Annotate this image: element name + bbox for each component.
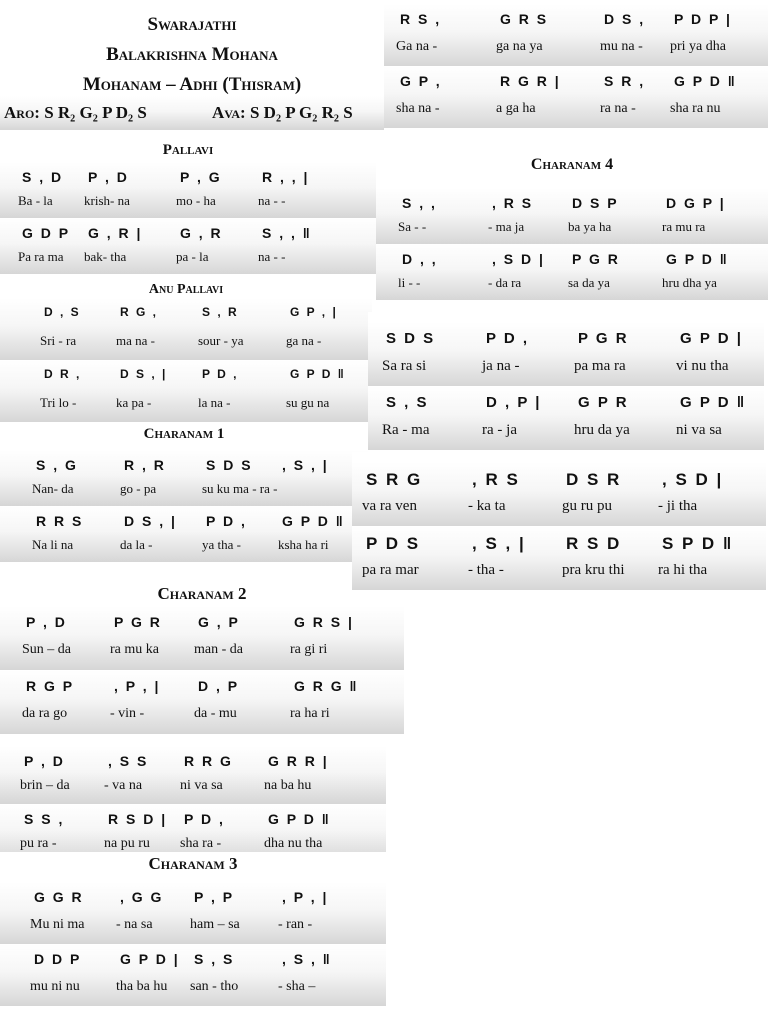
lyric-syllables: Sa - - (398, 219, 427, 234)
lyric-syllables: - va na (104, 778, 143, 793)
section-heading: Charanam 1 (143, 426, 225, 442)
swara-group: G P D ‖ (674, 73, 737, 89)
piece-type-title: Swarajathi (147, 14, 237, 35)
notation-line (0, 670, 404, 734)
lyric-syllables: sour - ya (198, 333, 244, 348)
swara-group: P D , (206, 513, 247, 529)
swara-group: G P D ‖ (680, 394, 747, 411)
swara-group: R , , | (262, 169, 310, 185)
lyric-syllables: - na sa (116, 917, 153, 932)
swara-group: P D , (202, 367, 239, 381)
lyric-syllables: la na - (198, 395, 231, 410)
swara-group: P D , (184, 811, 225, 827)
lyric-syllables: hru dha ya (662, 275, 717, 290)
swara-group: R G R | (500, 73, 561, 89)
notation-line (352, 526, 766, 590)
swara-group: , R S (492, 195, 534, 211)
swara-group: G P D ‖ (666, 251, 729, 267)
lyric-syllables: Ba - la (18, 193, 53, 208)
scale-row (0, 96, 384, 130)
lyric-syllables: Mu ni ma (30, 917, 85, 932)
lyric-syllables: li - - (398, 275, 421, 290)
swara-group: G P , (400, 73, 442, 89)
swara-group: S , , ‖ (262, 225, 312, 241)
swara-group: P , G (180, 169, 222, 185)
lyric-syllables: va ra ven (362, 498, 417, 514)
lyric-syllables: pu ra - (20, 836, 57, 851)
lyric-syllables: mu ni nu (30, 979, 80, 994)
swara-group: S , G (36, 457, 78, 473)
lyric-syllables: krish- na (84, 193, 130, 208)
avarohana: Ava: S D₂ P G₂ R₂ S (212, 103, 353, 122)
lyric-syllables: ra gi ri (290, 642, 328, 657)
lyric-syllables: pri ya dha (670, 39, 726, 54)
swara-group: S D S (206, 457, 253, 473)
swara-group: G , P (198, 614, 240, 630)
notation-line (376, 244, 768, 300)
lyric-syllables: sa da ya (568, 275, 610, 290)
swara-group: G G R (34, 889, 84, 905)
swara-group: , P , | (282, 889, 329, 905)
lyric-syllables: Sa ra si (382, 358, 427, 374)
lyric-syllables: ra na - (600, 101, 636, 116)
swara-group: , S S (108, 753, 149, 769)
lyric-syllables: ham – sa (190, 917, 240, 932)
swara-group: R G , (120, 305, 159, 319)
lyric-syllables: a ga ha (496, 101, 536, 116)
lyric-syllables: su gu na (286, 395, 330, 410)
section-heading: Pallavi (162, 142, 214, 158)
lyric-syllables: Ga na - (396, 39, 438, 54)
swara-group: G P R (578, 394, 629, 411)
swara-group: P G R (114, 614, 162, 630)
notation-line (0, 298, 372, 360)
swara-group: G , R | (88, 225, 143, 241)
lyric-syllables: pa ra mar (362, 562, 419, 578)
lyric-syllables: Sun – da (22, 642, 71, 657)
lyric-syllables: Nan- da (32, 481, 74, 496)
swara-group: P D P | (674, 11, 732, 27)
swara-group: D , , (402, 251, 438, 267)
lyric-syllables: sha ra nu (670, 101, 721, 116)
notation-line (0, 360, 372, 422)
swara-group: , S D | (492, 251, 545, 267)
lyric-syllables: brin – da (20, 778, 70, 793)
swara-group: S P D ‖ (662, 534, 734, 553)
lyric-syllables: pra kru thi (562, 562, 625, 578)
swara-group: R G P (26, 678, 75, 694)
notation-line (352, 462, 766, 526)
swara-group: D , P (198, 678, 240, 694)
notation-line (0, 746, 386, 804)
lyric-syllables: ga na ya (496, 39, 543, 54)
section-charanam2a (0, 574, 404, 734)
section-charanam4b (368, 312, 764, 450)
lyric-syllables: bak- tha (84, 249, 127, 264)
swara-group: , P , | (114, 678, 161, 694)
swara-group: G , R (180, 225, 223, 241)
notation-line (368, 386, 764, 450)
notation-line (0, 450, 368, 506)
swara-group: P , D (26, 614, 67, 630)
swara-group: S , D (22, 169, 64, 185)
lyric-syllables: go - pa (120, 481, 157, 496)
lyric-syllables: ra mu ra (662, 219, 706, 234)
section-charanam4a (376, 136, 768, 300)
notation-line (0, 944, 386, 1006)
swara-group: D , P | (486, 394, 542, 411)
lyric-syllables: da la - (120, 537, 153, 552)
lyric-syllables: mu na - (600, 39, 643, 54)
swara-group: S , R (202, 305, 239, 319)
swara-group: G P D | (680, 330, 743, 347)
lyric-syllables: - ran - (278, 917, 313, 932)
swara-group: D R , (44, 367, 82, 381)
section-anu-pallavi (0, 280, 372, 422)
swara-group: P G R (572, 251, 620, 267)
swara-group: R S , (400, 11, 442, 27)
swara-group: R S D (566, 534, 622, 553)
swara-group: G P D ‖ (290, 367, 346, 381)
lyric-syllables: ni va sa (676, 422, 722, 438)
notation-line (384, 66, 768, 128)
notation-line (376, 188, 768, 244)
swara-group: D S , | (120, 367, 168, 381)
notation-line (0, 218, 376, 274)
lyric-syllables: mo - ha (176, 193, 216, 208)
lyric-syllables: hru da ya (574, 422, 630, 438)
notation-line (384, 4, 768, 66)
lyric-syllables: na - - (258, 193, 286, 208)
lyric-syllables: - ka ta (468, 498, 506, 514)
lyric-syllables: pa - la (176, 249, 209, 264)
swara-group: P , P (194, 889, 235, 905)
swara-group: , S , ‖ (282, 951, 332, 967)
section-heading: Charanam 2 (157, 583, 247, 603)
swara-group: D G P | (666, 195, 726, 211)
lyric-syllables: ra ha ri (290, 706, 330, 721)
lyric-syllables: - da ra (488, 275, 522, 290)
swara-group: G R R | (268, 753, 329, 769)
swara-group: G R S (500, 11, 549, 27)
swara-group: R , R (124, 457, 166, 473)
swara-group: G P D ‖ (282, 513, 345, 529)
swara-group: G P D ‖ (268, 811, 331, 827)
lyric-syllables: tha ba hu (116, 979, 168, 994)
lyric-syllables: ra hi tha (658, 562, 708, 578)
lyric-syllables: ka pa - (116, 395, 152, 410)
notation-line (368, 322, 764, 386)
lyric-syllables: Tri lo - (40, 395, 77, 410)
lyric-syllables: ra - ja (482, 422, 517, 438)
lyric-syllables: gu ru pu (562, 498, 612, 514)
lyric-syllables: ba ya ha (568, 219, 612, 234)
swara-group: G P D | (120, 951, 180, 967)
swara-group: P D S (366, 534, 421, 553)
swara-group: G R G ‖ (294, 678, 359, 694)
swara-group: D , S (44, 305, 81, 319)
section-heading: Charanam 3 (148, 854, 238, 873)
lyric-syllables: - ji tha (658, 498, 698, 514)
notation-line (0, 162, 376, 218)
swara-group: , S D | (662, 470, 724, 489)
swara-group: P , D (88, 169, 129, 185)
song-title: Balakrishna Mohana (106, 44, 278, 65)
swara-group: P D , (486, 330, 530, 347)
swara-group: G D P (22, 225, 71, 241)
lyric-syllables: sha ra - (180, 836, 222, 851)
swara-group: S S , (24, 811, 65, 827)
swara-group: R R S (36, 513, 84, 529)
lyric-syllables: ga na - (286, 333, 322, 348)
lyric-syllables: vi nu tha (676, 358, 729, 374)
swara-group: P G R (578, 330, 629, 347)
lyric-syllables: man - da (194, 642, 243, 657)
notation-line (0, 606, 404, 670)
lyric-syllables: da - mu (194, 706, 237, 721)
lyric-syllables: Pa ra ma (18, 249, 64, 264)
lyric-syllables: pa ma ra (574, 358, 626, 374)
section-charanam4c (352, 452, 766, 590)
swara-group: G R S | (294, 614, 354, 630)
lyric-syllables: na - - (258, 249, 286, 264)
swara-group: S , S (386, 394, 429, 411)
lyric-syllables: ma na - (116, 333, 155, 348)
lyric-syllables: - ma ja (488, 219, 525, 234)
lyric-syllables: na ba hu (264, 778, 312, 793)
lyric-syllables: Sri - ra (40, 333, 77, 348)
lyric-syllables: ja na - (482, 358, 520, 374)
lyric-syllables: - vin - (110, 706, 145, 721)
swara-group: P , D (24, 753, 65, 769)
swara-group: D S R (566, 470, 622, 489)
swara-group: D S , | (124, 513, 177, 529)
lyric-syllables: ni va sa (180, 778, 223, 793)
section-heading: Anu Pallavi (148, 282, 224, 297)
swara-group: , S , | (282, 457, 329, 473)
arohana: Aro: S R₂ G₂ P D₂ S (4, 103, 147, 122)
lyric-syllables: da ra go (22, 706, 68, 721)
swara-group: R S D | (108, 811, 168, 827)
swara-group: R R G (184, 753, 233, 769)
section-heading: Charanam 4 (530, 156, 614, 173)
swara-group: , G G (120, 889, 164, 905)
lyric-syllables: sha na - (396, 101, 440, 116)
swara-group: D S P (572, 195, 619, 211)
notation-line (0, 882, 386, 944)
section-charanam2b (0, 738, 386, 862)
swara-group: S , , (402, 195, 437, 211)
swara-group: , S , | (472, 534, 526, 553)
title-block (0, 0, 384, 130)
swara-group: G P , | (290, 305, 338, 319)
swara-group: , R S (472, 470, 520, 489)
swara-group: D S , (604, 11, 646, 27)
lyric-syllables: - tha - (468, 562, 504, 578)
swara-group: S D S (386, 330, 436, 347)
raga-tala: Mohanam – Adhi (Thisram) (82, 74, 302, 95)
section-charanam1 (0, 424, 368, 562)
lyric-syllables: san - tho (190, 979, 239, 994)
lyric-syllables: su ku ma - ra - (202, 481, 278, 496)
lyric-syllables: Na li na (32, 537, 74, 552)
lyric-syllables: - sha – (278, 979, 316, 994)
lyric-syllables: ra mu ka (110, 642, 159, 657)
notation-line (0, 506, 368, 562)
lyric-syllables: dha nu tha (264, 836, 323, 851)
section-pallavi (0, 140, 376, 274)
swara-group: S , S (194, 951, 235, 967)
section-pallavi-cont (384, 0, 768, 128)
section-charanam3 (0, 852, 386, 1006)
lyric-syllables: na pu ru (104, 836, 150, 851)
lyric-syllables: ya tha - (202, 537, 241, 552)
swara-group: S R , (604, 73, 646, 89)
lyric-syllables: ksha ha ri (278, 537, 329, 552)
lyric-syllables: Ra - ma (382, 422, 430, 438)
swara-group: D D P (34, 951, 82, 967)
swara-group: S R G (366, 470, 423, 489)
